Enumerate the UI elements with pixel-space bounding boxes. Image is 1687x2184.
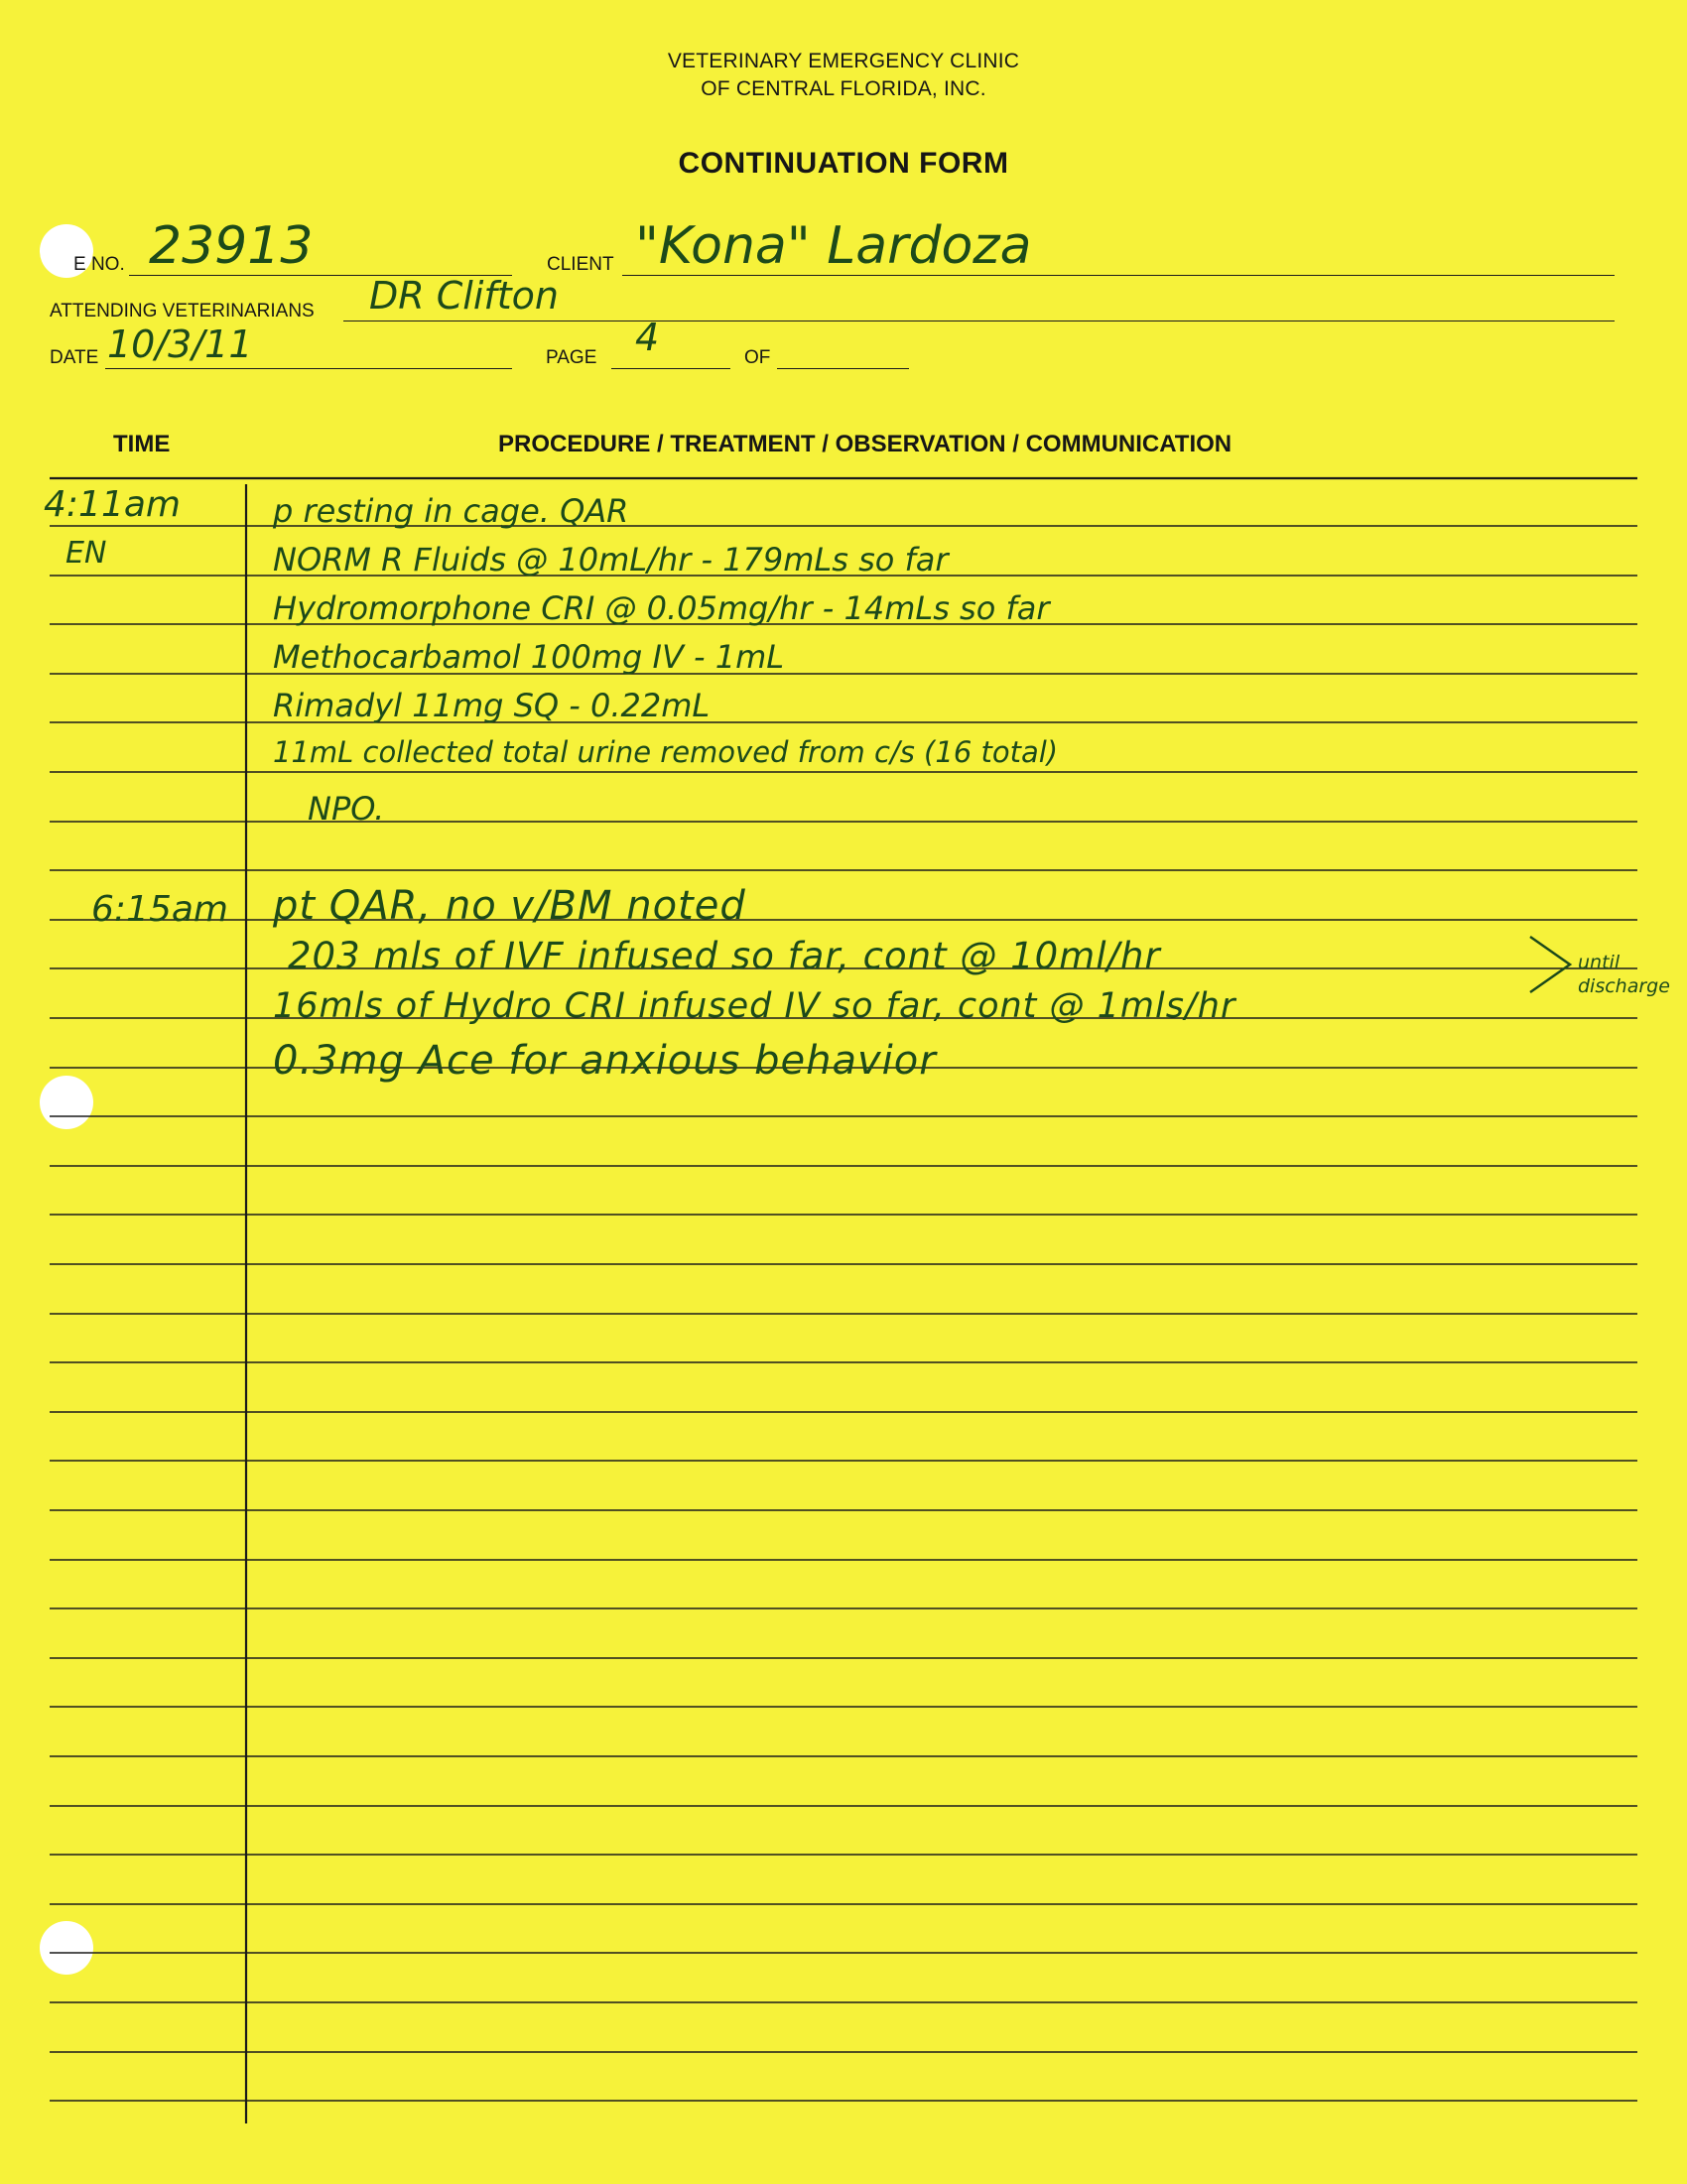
entry-1-line-5: Rimadyl 11mg SQ - 0.22mL (273, 687, 711, 724)
entry-1-line-2: NORM R Fluids @ 10mL/hr - 179mLs so far (273, 541, 949, 578)
form-title: CONTINUATION FORM (678, 147, 1009, 180)
time-column-heading: TIME (113, 431, 171, 457)
client-value[interactable]: "Kona" Lardoza (635, 216, 1032, 276)
attending-vet-value[interactable]: DR Clifton (369, 274, 560, 318)
page-value[interactable]: 4 (635, 316, 660, 359)
entry-1-line-3: Hydromorphone CRI @ 0.05mg/hr - 14mLs so far (273, 589, 1050, 627)
entry-1-line-4: Methocarbamol 100mg IV - 1mL (273, 638, 785, 676)
date-label: DATE (50, 347, 99, 368)
entry-1-line-7: NPO. (308, 790, 385, 828)
entry-2-line-2: 203 mls of IVF infused so far, cont @ 10ml/hr (288, 935, 1161, 977)
entry-2-line-4: 0.3mg Ace for anxious behavior (273, 1038, 937, 1084)
entry-2-margin-note: until discharge (1578, 952, 1670, 997)
clinic-name-line-2: OF CENTRAL FLORIDA, INC. (701, 77, 986, 100)
entry-2-line-3: 16mls of Hydro CRI infused IV so far, cont @ 1mls/hr (273, 986, 1236, 1026)
case-number-value[interactable]: 23913 (149, 216, 314, 276)
entry-2-time: 6:15am (91, 889, 228, 930)
entry-1-initials: EN (65, 536, 107, 571)
entry-2-line-1: pt QAR, no v/BM noted (273, 883, 746, 929)
procedure-column-heading: PROCEDURE / TREATMENT / OBSERVATION / COMMUNICATION (498, 431, 1233, 457)
of-label: OF (744, 347, 771, 368)
clinic-name-line-1: VETERINARY EMERGENCY CLINIC (667, 50, 1020, 72)
page-label: PAGE (546, 347, 597, 368)
entry-1-line-6: 11mL collected total urine removed from c/s (16 total) (273, 735, 1059, 769)
entry-1-line-1: p resting in cage. QAR (273, 492, 629, 530)
case-number-label: E NO. (73, 254, 125, 275)
entry-1-time: 4:11am (44, 484, 181, 525)
attending-vet-label: ATTENDING VETERINARIANS (50, 301, 315, 321)
client-label: CLIENT (547, 254, 614, 275)
date-value[interactable]: 10/3/11 (107, 322, 253, 366)
